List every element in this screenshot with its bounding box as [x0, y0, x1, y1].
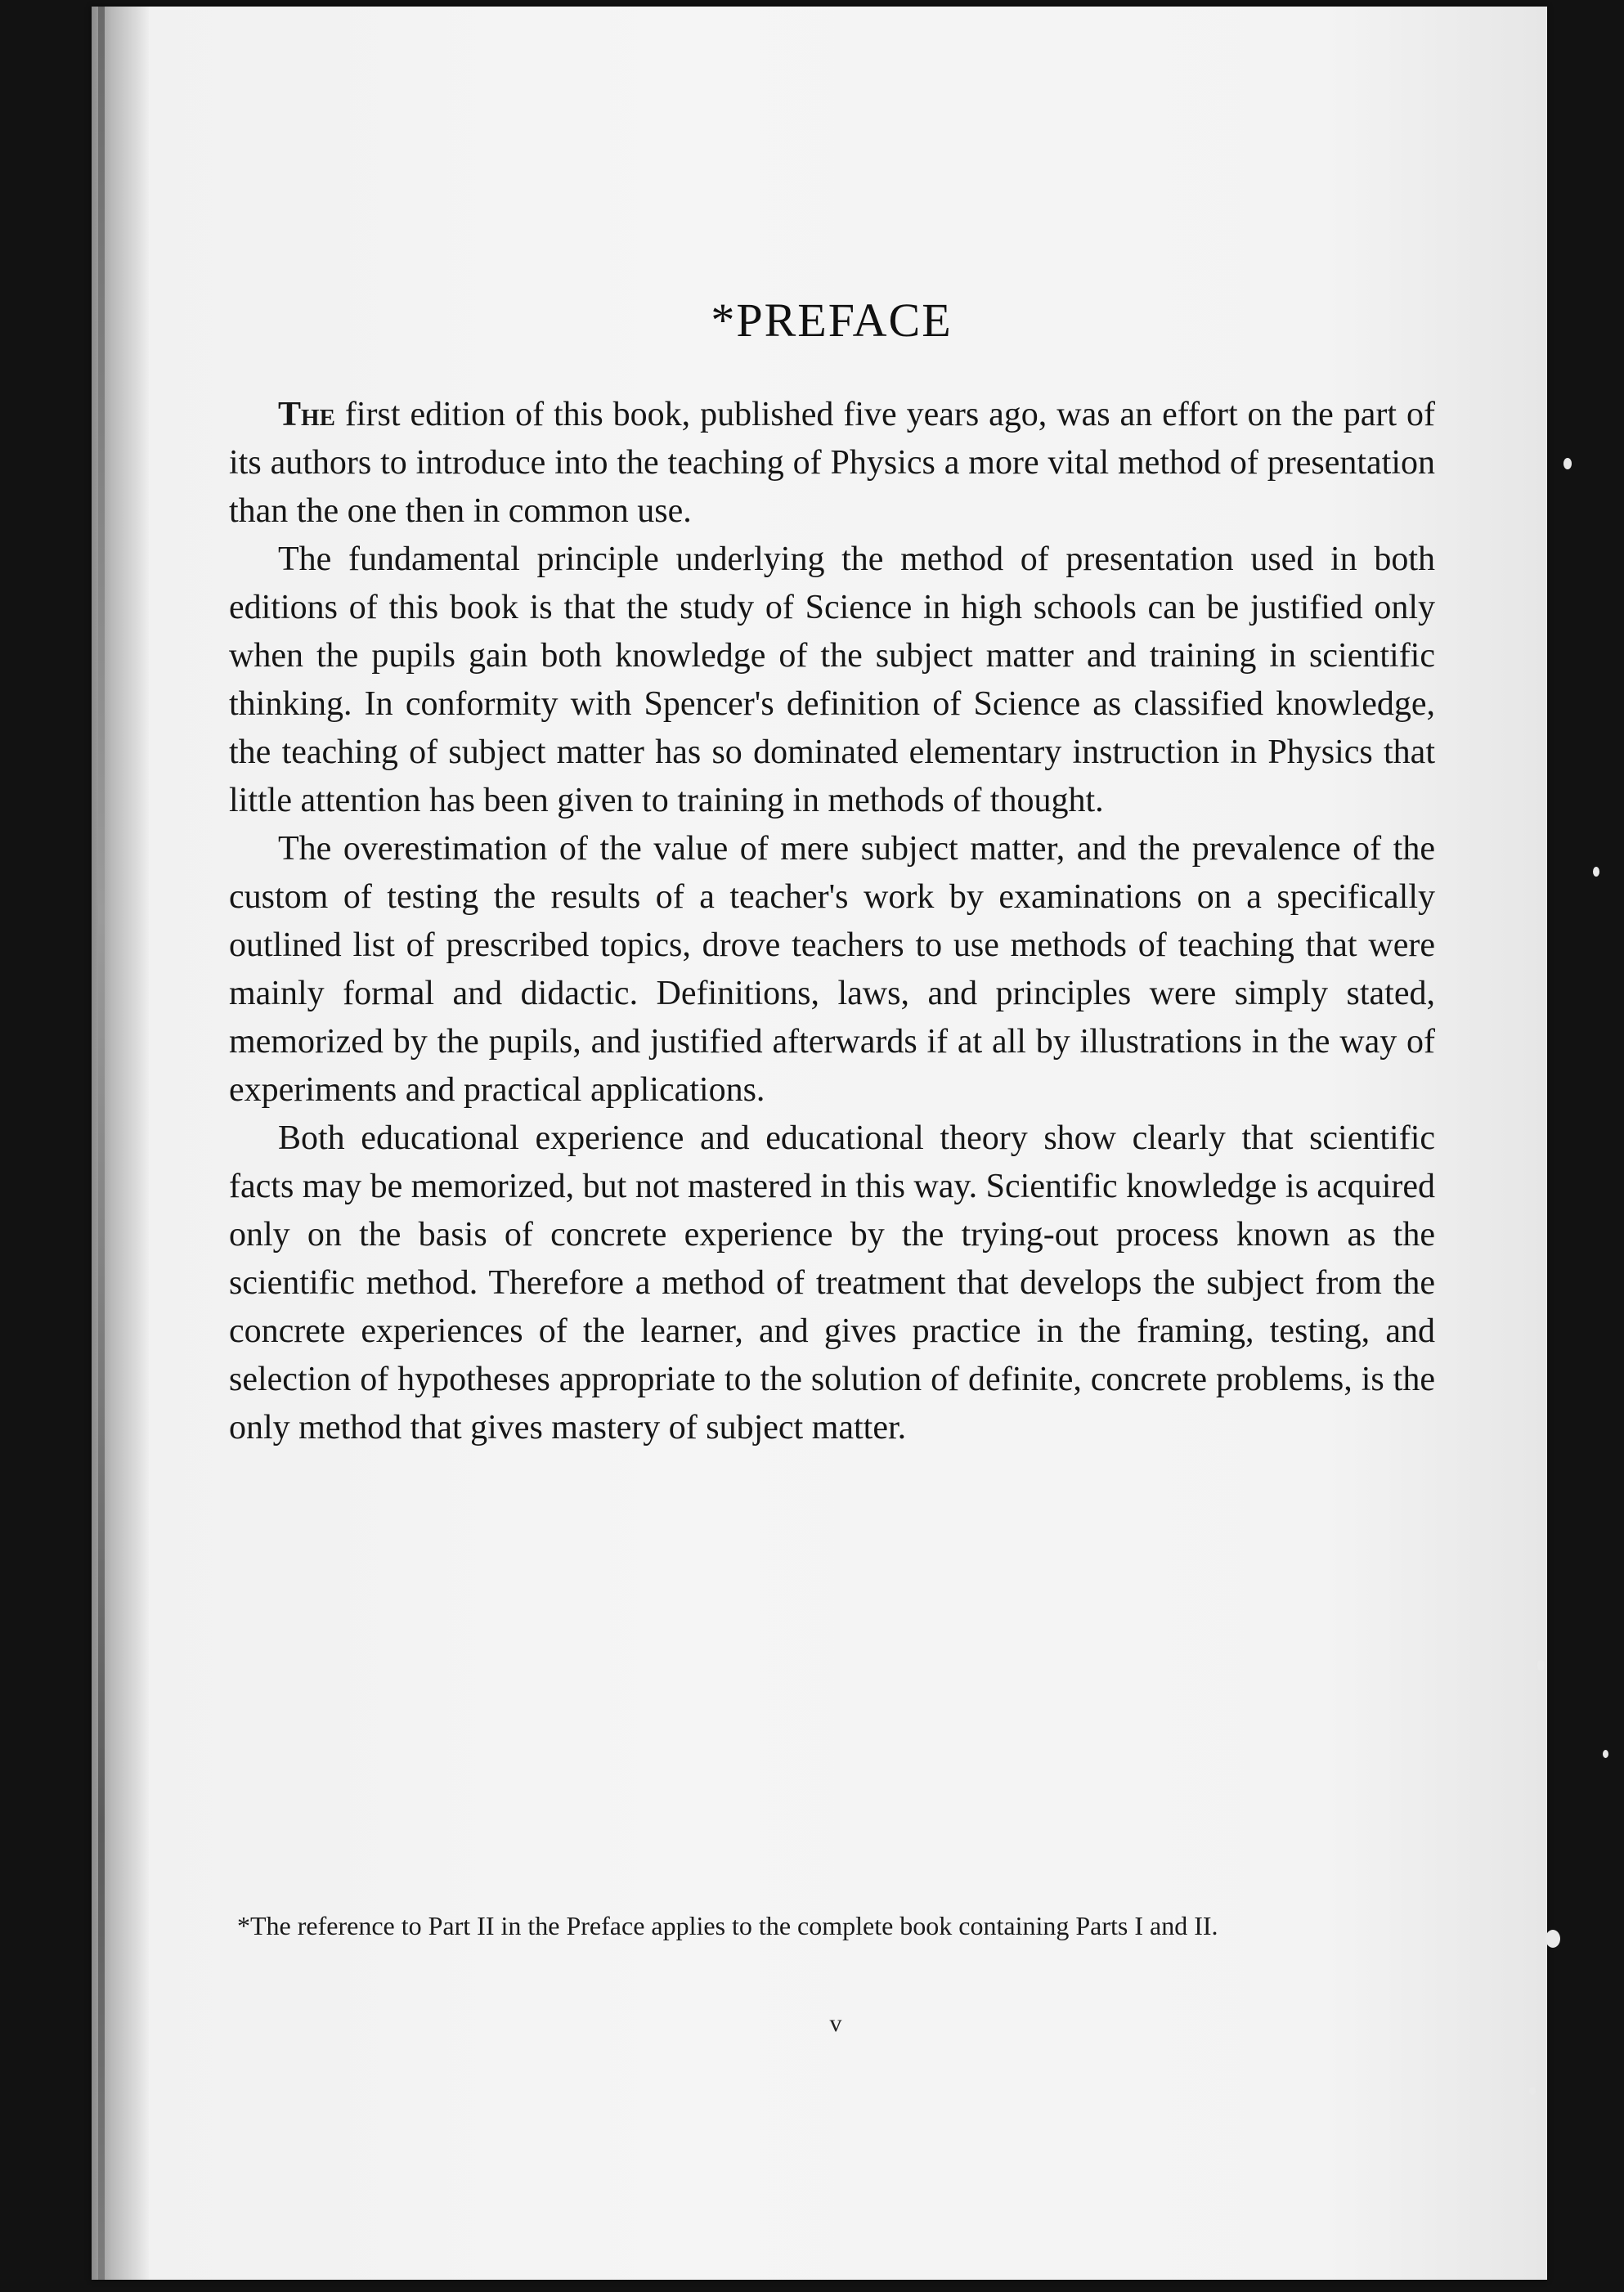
- scan-speck: [1563, 458, 1572, 469]
- paragraph-2: The fundamental principle underlying the method of presentation used in both editions of this book is that the study of Science in high schools can be justified only when the pupils gain both knowledge of the subject matter and training in scientific thinking. In conformity with Spencer's definition of Science as classified knowledge, the teaching of subject matter has so dominated elementary instruction in Physics that little attention has been given to training in methods of thought.: [229, 540, 1435, 819]
- preface-body: [229, 391, 1435, 1452]
- paragraph-3: The overestimation of the value of mere subject matter, and the prevalence of the custom of testing the results of a teacher's work by examinations on a specifically outlined list of prescribed topics, drove teachers to use methods of teaching that were mainly formal and didactic. Definitions, laws, and principles were simply stated, memorized by the pupils, and justified afterwards if at all by illustrations in the way of experiments and practical applications.: [229, 830, 1435, 1109]
- paragraph-1-text: first edition of this book, published five years ago, was an effort on the part of its authors to introduce into the teaching of Physics a more vital method of presentation than the one then in common use.: [229, 396, 1435, 530]
- scan-speck: [1537, 1660, 1545, 1671]
- scan-speck: [1603, 1750, 1608, 1758]
- page-number: v: [829, 2010, 842, 2037]
- scan-speck: [1545, 1930, 1560, 1948]
- binding-edge: [98, 7, 105, 2280]
- book-page: [92, 7, 1547, 2280]
- paragraph-4: Both educational experience and educational theory show clearly that scientific facts may be memorized, but not mastered in this way. Scientific knowledge is acquired only on the basis of concrete experience by the trying-out process known as the scientific method. Therefore a method of treatment that develops the subject from the concrete experiences of the learner, and gives practice in the framing, testing, and selection of hypotheses appropriate to the solution of definite, concrete problems, is the only method that gives mastery of subject matter.: [229, 1119, 1436, 1447]
- scan-speck: [1529, 2087, 1536, 2095]
- lead-word: The: [278, 396, 335, 433]
- page-title: *PREFACE: [711, 294, 953, 347]
- paragraph-1: [229, 391, 1435, 536]
- footnote: *The reference to Part II in the Preface applies to the complete book containing Parts I and II.: [237, 1911, 1218, 1940]
- scan-speck: [1593, 867, 1599, 877]
